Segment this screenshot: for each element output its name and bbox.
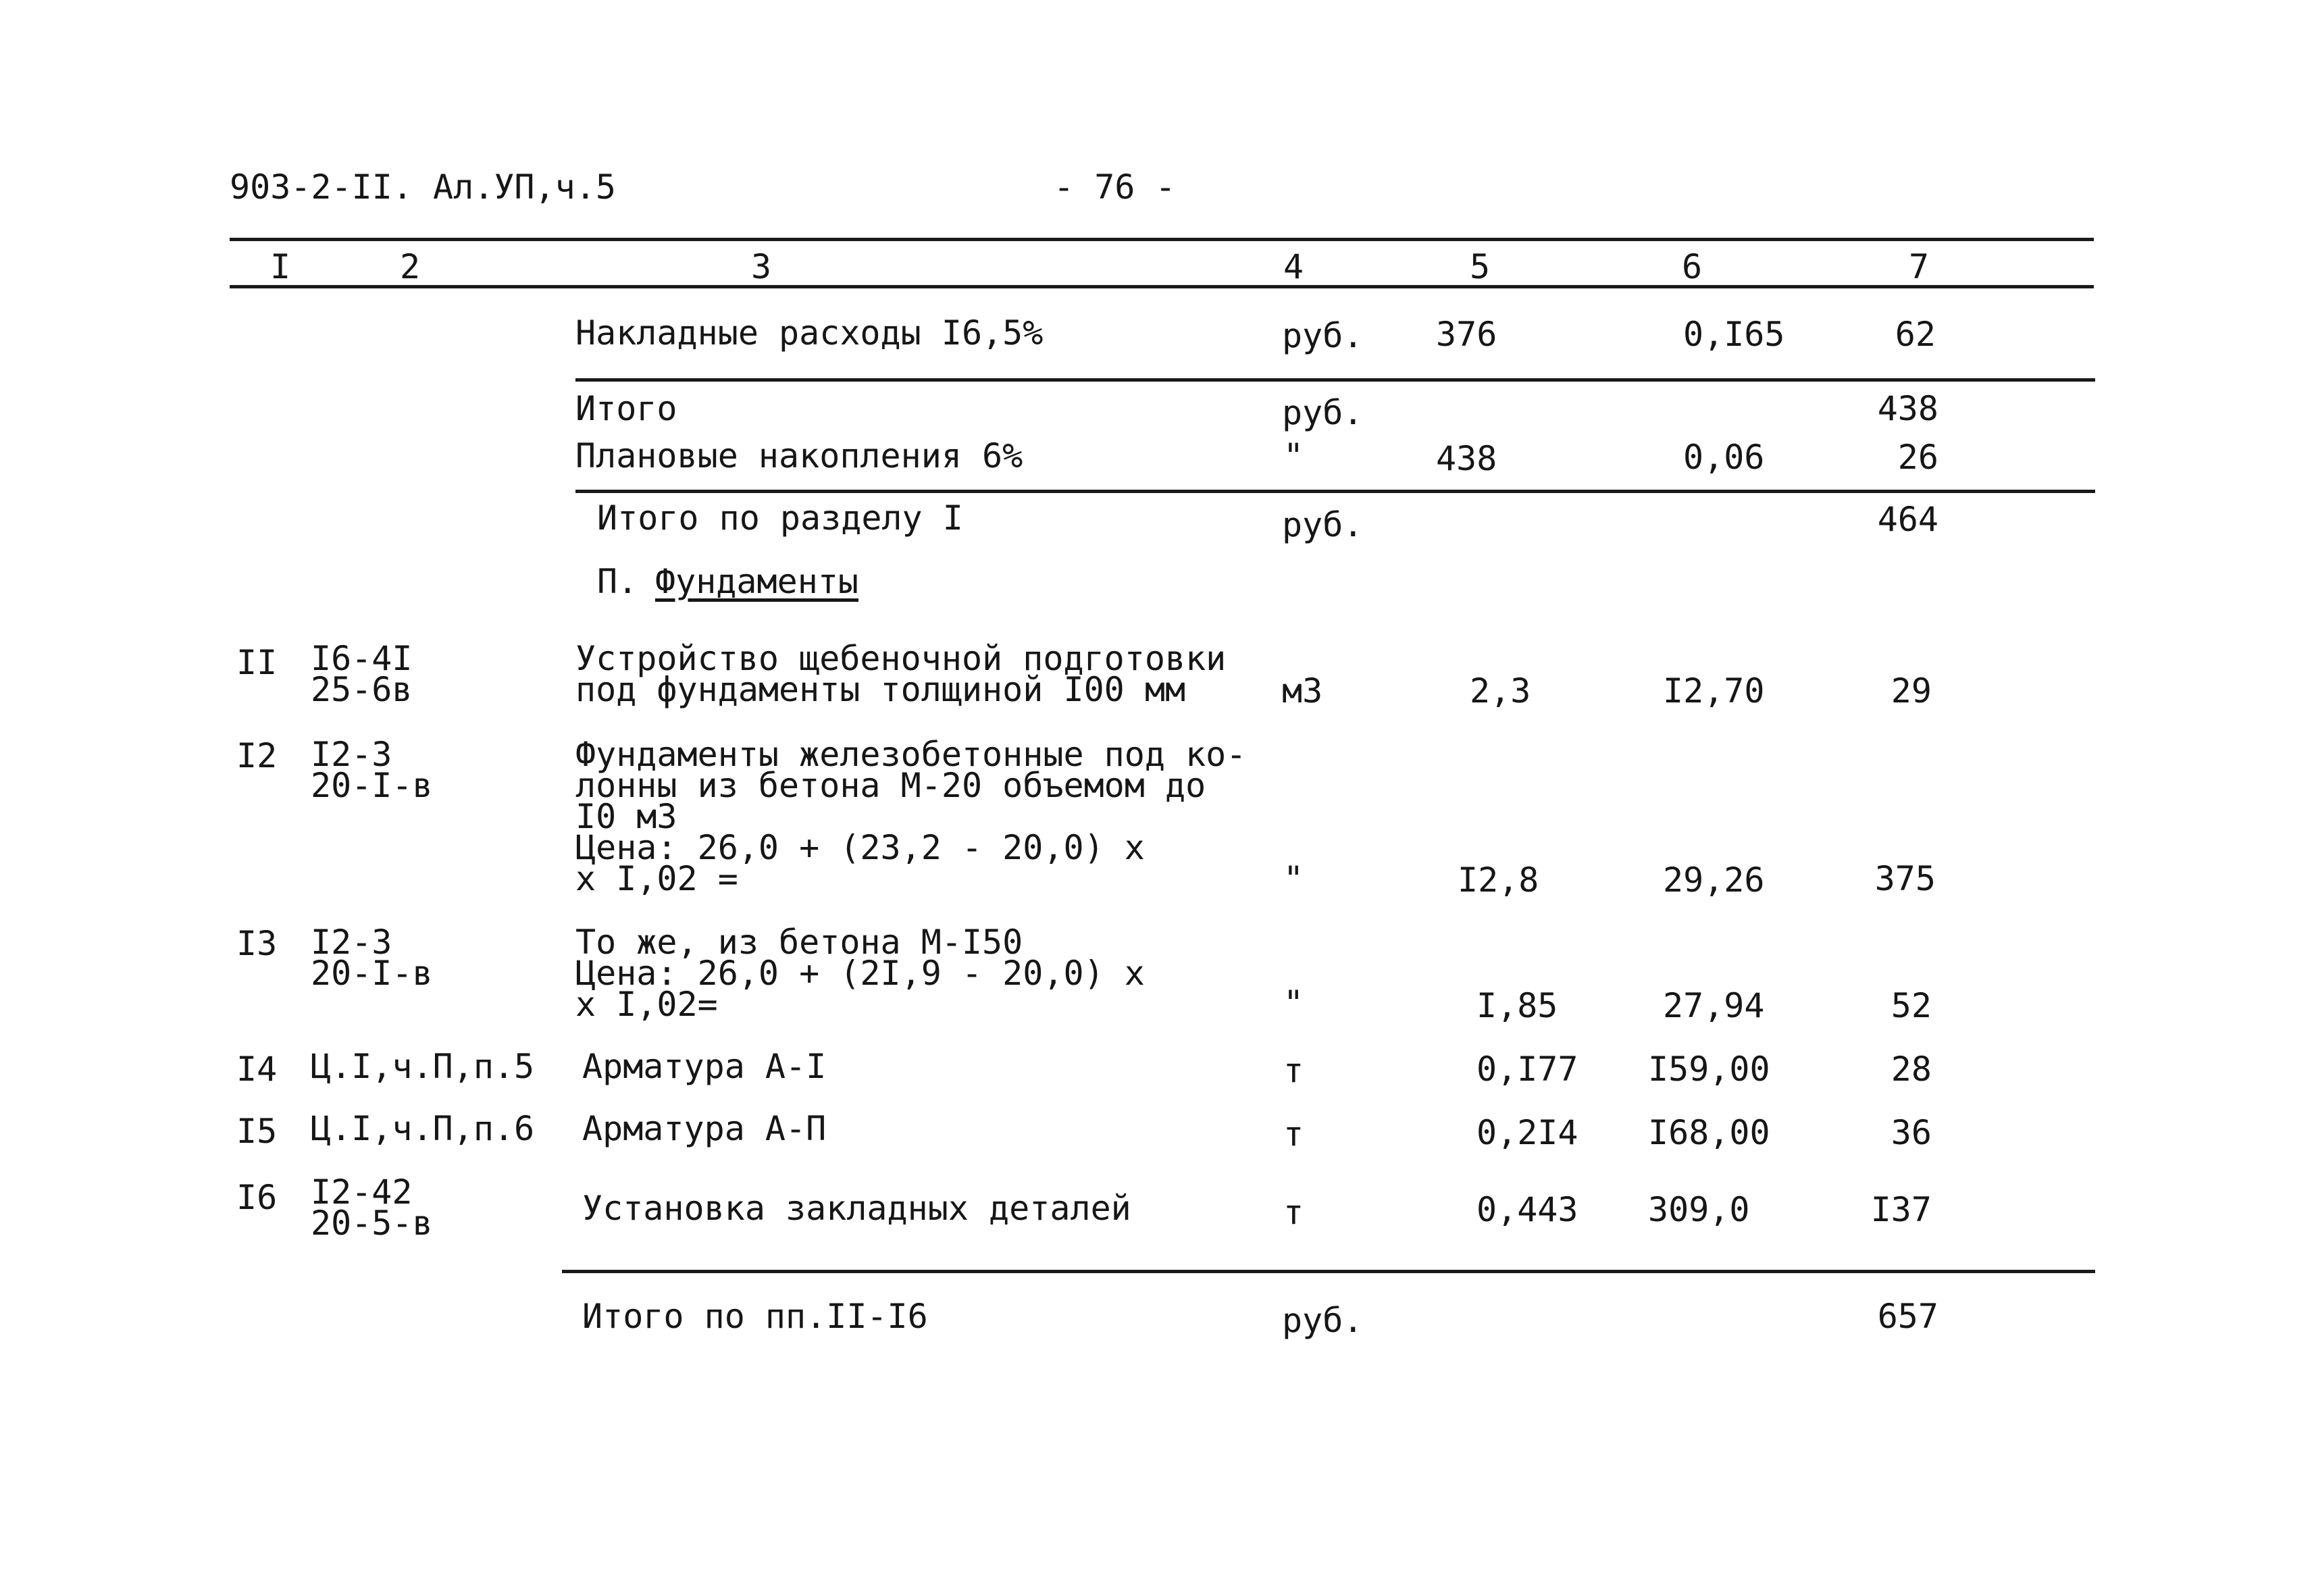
planned-qty: 438 bbox=[1436, 439, 1497, 478]
row-qty: 0,2I4 bbox=[1476, 1113, 1578, 1152]
subtotal-label: Итого bbox=[575, 389, 677, 428]
row-price: 29,26 bbox=[1663, 860, 1765, 900]
description-line: х I,02 = bbox=[575, 859, 738, 898]
overhead-price: 0,I65 bbox=[1683, 315, 1785, 354]
code-line: 20-I-в bbox=[311, 766, 433, 805]
description-line: под фундаменты толщиной I00 мм bbox=[575, 670, 1186, 709]
row-number: I6 bbox=[236, 1178, 278, 1217]
row-description: Арматура А-П bbox=[582, 1109, 827, 1148]
row-number: I5 bbox=[236, 1112, 278, 1151]
overhead-rule bbox=[575, 378, 2095, 382]
column-number-7: 7 bbox=[1909, 247, 1930, 286]
row-qty: 0,443 bbox=[1476, 1190, 1578, 1229]
row-number: I4 bbox=[236, 1050, 278, 1089]
row-cost: 28 bbox=[1891, 1050, 1932, 1089]
code-line: 25-6в bbox=[311, 670, 413, 709]
row-cost: 375 bbox=[1874, 859, 1936, 898]
section-title: Фундаменты bbox=[655, 562, 859, 601]
code-line: I2-3 bbox=[311, 735, 392, 774]
subtotal-cost: 438 bbox=[1877, 389, 1938, 428]
row-description bbox=[575, 639, 1227, 709]
column-number-3: 3 bbox=[751, 247, 772, 286]
row-price: 27,94 bbox=[1663, 986, 1765, 1025]
column-number-4: 4 bbox=[1283, 247, 1304, 286]
code-line: 20-5-в bbox=[311, 1204, 433, 1243]
row-qty: 2,3 bbox=[1470, 671, 1531, 711]
description-line: Цена: 26,0 + (2I,9 - 20,0) х bbox=[575, 954, 1145, 993]
row-description bbox=[575, 923, 1145, 1024]
row-unit: " bbox=[1283, 859, 1304, 898]
row-code bbox=[311, 735, 433, 805]
final-total-unit: руб. bbox=[1282, 1301, 1364, 1340]
column-number-1: I bbox=[270, 247, 291, 286]
overhead-label: Накладные расходы I6,5% bbox=[575, 313, 1044, 353]
row-code bbox=[311, 923, 433, 993]
planned-unit: " bbox=[1283, 436, 1304, 475]
planned-price: 0,06 bbox=[1683, 438, 1765, 477]
column-number-5: 5 bbox=[1470, 247, 1491, 286]
row-cost: I37 bbox=[1870, 1190, 1932, 1229]
final-total-cost: 657 bbox=[1877, 1297, 1938, 1336]
subtotal-unit: руб. bbox=[1282, 393, 1364, 432]
code-line: I6-4I bbox=[311, 639, 413, 678]
row-number: II bbox=[236, 643, 278, 682]
final-total-label: Итого по пп.II-I6 bbox=[582, 1297, 928, 1336]
document-code: 903-2-II. Ал.УП,ч.5 bbox=[230, 168, 616, 207]
section-total-cost: 464 bbox=[1877, 500, 1938, 539]
row-price: I59,00 bbox=[1648, 1050, 1770, 1089]
row-price: 309,0 bbox=[1648, 1190, 1750, 1229]
page-number: - 76 - bbox=[1054, 168, 1176, 207]
column-number-2: 2 bbox=[400, 247, 421, 286]
row-qty: 0,I77 bbox=[1476, 1050, 1578, 1089]
description-line: Фундаменты железобетонные под ко- bbox=[575, 735, 1247, 774]
row-cost: 36 bbox=[1891, 1113, 1932, 1152]
overhead-qty: 376 bbox=[1436, 315, 1497, 354]
row-code bbox=[311, 1173, 433, 1243]
bottom-rule bbox=[562, 1270, 2095, 1273]
row-unit: " bbox=[1283, 983, 1304, 1023]
row-cost: 52 bbox=[1891, 986, 1932, 1025]
code-line: I2-42 bbox=[311, 1173, 413, 1212]
section-total-label: Итого по разделу I bbox=[597, 498, 963, 538]
row-unit: т bbox=[1283, 1193, 1304, 1232]
description-line: х I,02= bbox=[575, 985, 718, 1024]
row-code: Ц.I,ч.П,п.6 bbox=[311, 1109, 535, 1148]
planned-label: Плановые накопления 6% bbox=[575, 436, 1023, 475]
row-cost: 29 bbox=[1891, 671, 1932, 711]
description-line: То же, из бетона М-I50 bbox=[575, 923, 1023, 962]
overhead-cost: 62 bbox=[1895, 315, 1936, 354]
column-number-6: 6 bbox=[1682, 247, 1703, 286]
header-bottom-rule bbox=[230, 285, 2094, 288]
row-price: I68,00 bbox=[1648, 1113, 1770, 1152]
code-line: I2-3 bbox=[311, 923, 392, 962]
row-description: Арматура А-I bbox=[582, 1047, 827, 1086]
code-line: 20-I-в bbox=[311, 954, 433, 993]
row-unit: т bbox=[1283, 1051, 1304, 1090]
row-unit: т bbox=[1283, 1114, 1304, 1154]
planned-cost: 26 bbox=[1897, 438, 1938, 477]
row-number: I2 bbox=[236, 736, 278, 775]
row-qty: I,85 bbox=[1476, 986, 1558, 1025]
section-number: П. bbox=[597, 562, 638, 601]
row-price: I2,70 bbox=[1663, 671, 1765, 711]
description-line: I0 м3 bbox=[575, 797, 677, 836]
row-code bbox=[311, 639, 413, 709]
description-line: лонны из бетона М-20 объемом до bbox=[575, 766, 1206, 805]
overhead-unit: руб. bbox=[1282, 316, 1364, 355]
row-qty: I2,8 bbox=[1458, 860, 1539, 900]
row-code: Ц.I,ч.П,п.5 bbox=[311, 1047, 535, 1086]
row-number: I3 bbox=[236, 924, 278, 963]
top-rule bbox=[230, 238, 2094, 241]
description-line: Устройство щебеночной подготовки bbox=[575, 639, 1227, 678]
row-description bbox=[575, 735, 1247, 898]
description-line: Цена: 26,0 + (23,2 - 20,0) х bbox=[575, 828, 1145, 867]
row-unit: м3 bbox=[1282, 671, 1323, 711]
row-description: Установка закладных деталей bbox=[582, 1189, 1131, 1228]
section-total-unit: руб. bbox=[1282, 505, 1364, 544]
planned-rule bbox=[575, 490, 2095, 493]
